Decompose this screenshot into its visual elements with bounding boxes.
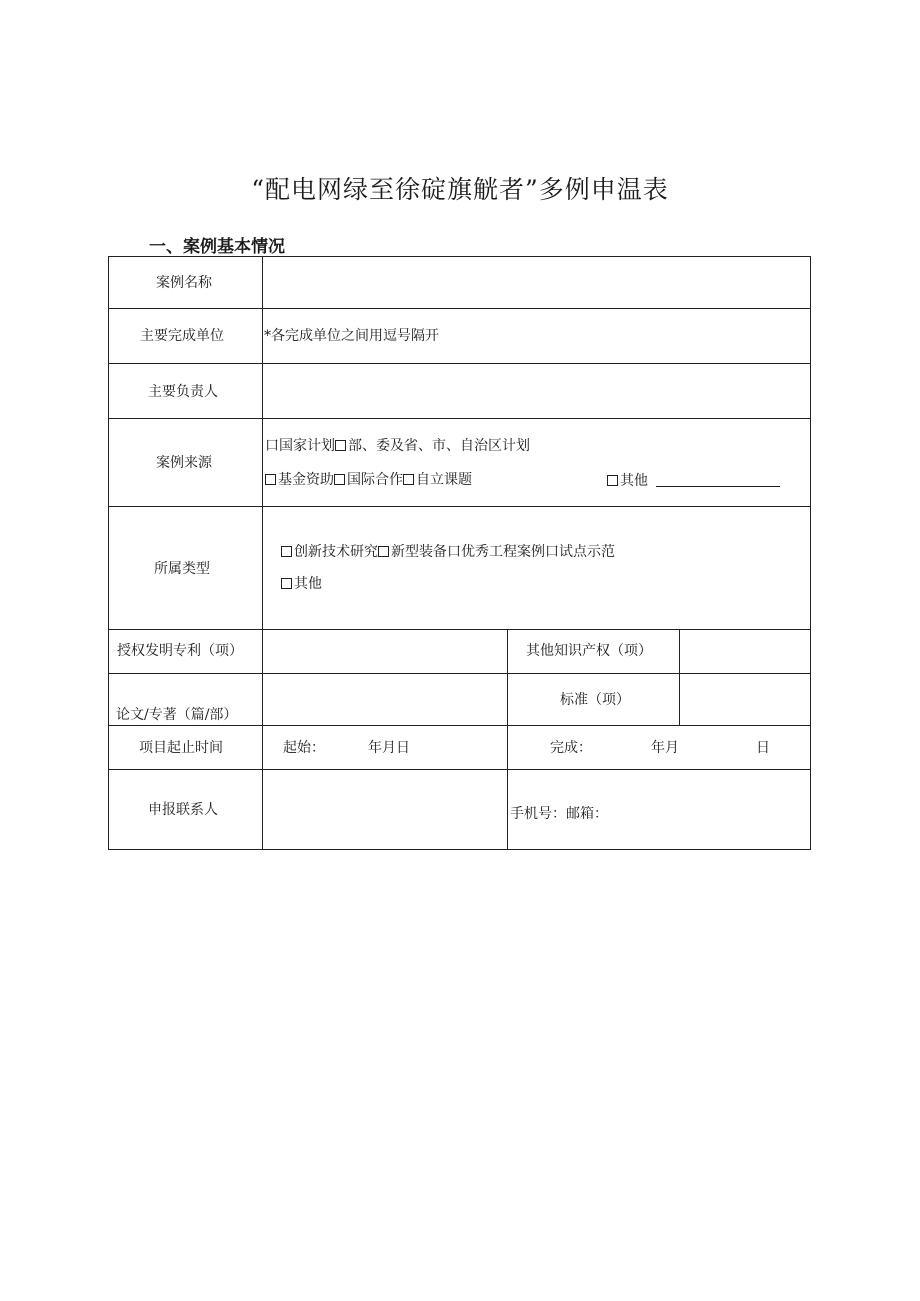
patent-count-field[interactable] bbox=[264, 631, 506, 672]
project-period-label: 项目起止时间 bbox=[139, 740, 223, 756]
start-date-field[interactable]: 年月日 bbox=[368, 740, 410, 756]
source-other-checkbox[interactable]: 其他 bbox=[607, 473, 648, 489]
column-divider bbox=[507, 629, 508, 850]
section-heading: 一、案例基本情况 bbox=[149, 237, 285, 257]
row-divider bbox=[108, 629, 811, 630]
source-other-input[interactable] bbox=[656, 472, 780, 487]
type-other-checkbox[interactable]: 其他 bbox=[281, 576, 322, 592]
standard-field[interactable] bbox=[681, 675, 809, 724]
column-divider bbox=[262, 256, 263, 850]
finish-label: 完成： bbox=[550, 740, 592, 756]
source-line-1 bbox=[265, 438, 530, 454]
contact-name-field[interactable] bbox=[264, 771, 506, 849]
case-name-field[interactable] bbox=[264, 258, 809, 307]
international-checkbox[interactable]: 国际合作 bbox=[334, 472, 403, 488]
checkbox-icon bbox=[403, 474, 414, 485]
finish-day-field[interactable]: 日 bbox=[756, 740, 770, 756]
ministry-plan-checkbox[interactable]: 部、委及省、市、自治区计划 bbox=[335, 438, 530, 454]
innovation-checkbox[interactable]: 创新技术研究 bbox=[281, 544, 378, 560]
main-unit-field[interactable]: *各完成单位之间用逗号隔开 bbox=[264, 328, 439, 344]
leader-field[interactable] bbox=[264, 365, 809, 417]
contact-label: 申报联系人 bbox=[148, 802, 218, 818]
row-divider bbox=[108, 418, 811, 419]
page-title: “配电网绿至徐碇旗觥者”多例申温表 bbox=[251, 175, 669, 204]
start-label: 起始： bbox=[283, 740, 325, 756]
checkbox-icon bbox=[607, 475, 618, 486]
source-line-2 bbox=[265, 472, 472, 488]
checkbox-icon bbox=[335, 440, 346, 451]
case-type-label: 所属类型 bbox=[154, 561, 210, 577]
checkbox-icon bbox=[265, 474, 276, 485]
fund-checkbox[interactable]: 基金资助 bbox=[265, 472, 334, 488]
source-other bbox=[607, 472, 780, 489]
checkbox-icon bbox=[334, 474, 345, 485]
phone-email-label[interactable]: 手机号：邮箱： bbox=[510, 806, 608, 822]
other-ip-label: 其他知识产权（项） bbox=[526, 643, 652, 659]
row-divider bbox=[108, 308, 811, 309]
column-divider bbox=[679, 629, 680, 725]
case-name-label: 案例名称 bbox=[156, 275, 212, 291]
row-divider bbox=[108, 673, 811, 674]
standard-label: 标准（项） bbox=[560, 692, 630, 708]
type-line-2 bbox=[281, 576, 322, 592]
row-divider bbox=[108, 506, 811, 507]
patent-label: 授权发明专利（项） bbox=[117, 643, 243, 659]
row-divider bbox=[108, 363, 811, 364]
paper-count-field[interactable] bbox=[264, 675, 506, 724]
checkbox-icon bbox=[378, 546, 389, 557]
new-equipment-checkbox[interactable]: 新型装备口优秀工程案例口试点示范 bbox=[378, 544, 615, 560]
finish-year-month-field[interactable]: 年月 bbox=[651, 740, 679, 756]
other-ip-field[interactable] bbox=[681, 631, 809, 672]
checkbox-icon bbox=[281, 546, 292, 557]
checkbox-icon bbox=[281, 578, 292, 589]
leader-label: 主要负责人 bbox=[148, 384, 218, 400]
row-divider bbox=[108, 769, 811, 770]
type-line-1 bbox=[281, 544, 615, 560]
national-plan-checkbox[interactable]: 口国家计划 bbox=[265, 438, 335, 454]
self-project-checkbox[interactable]: 自立课题 bbox=[403, 472, 472, 488]
paper-label: 论文/专著（篇/部） bbox=[116, 707, 238, 723]
row-divider bbox=[108, 725, 811, 726]
case-source-label: 案例来源 bbox=[156, 455, 212, 471]
main-unit-label: 主要完成单位 bbox=[140, 328, 224, 344]
